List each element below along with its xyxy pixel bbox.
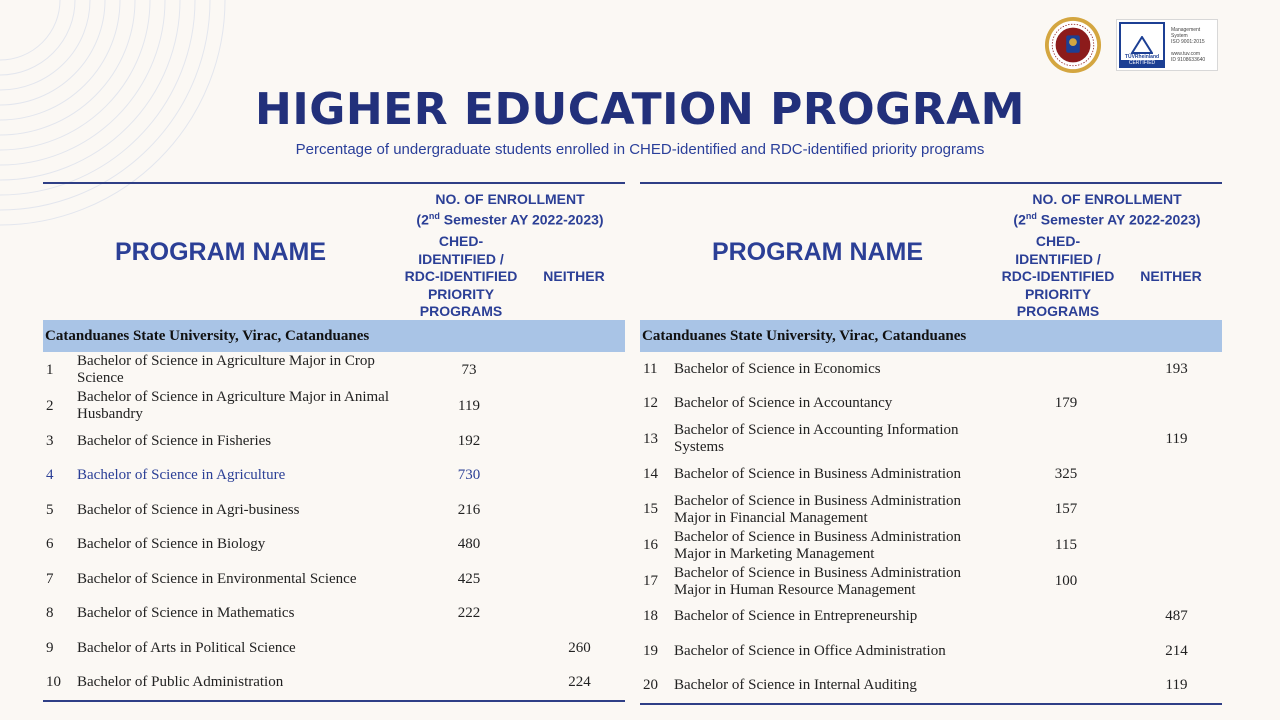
- table-row: [43, 666, 625, 701]
- enrollment-table-left: [43, 182, 625, 702]
- ched-priority-header: CHED- IDENTIFIED / RDC-IDENTIFIED PRIORITY PROGRAMS: [1001, 233, 1115, 319]
- row-number: 14: [643, 465, 658, 482]
- row-number: 6: [46, 536, 54, 553]
- enrollment-table-right: [640, 182, 1222, 705]
- triangle-icon: [1131, 36, 1153, 54]
- campus-band: Catanduanes State University, Virac, Catanduanes: [43, 320, 625, 352]
- logo-group: [1044, 16, 1218, 74]
- program-name: Bachelor of Science in Economics: [674, 360, 881, 377]
- program-name: Bachelor of Science in Accounting Information Systems: [674, 422, 959, 455]
- table-header: [640, 184, 1222, 320]
- table-row: [43, 562, 625, 597]
- ched-value: 119: [458, 397, 480, 414]
- row-number: 19: [643, 642, 658, 659]
- cert-brand: TÜVRheinland: [1124, 54, 1160, 60]
- program-name: Bachelor of Arts in Political Science: [77, 639, 296, 656]
- row-number: 15: [643, 501, 658, 517]
- table-row: [640, 634, 1222, 669]
- ched-value: 480: [457, 536, 481, 553]
- table-body: [640, 352, 1222, 703]
- neither-value: 119: [1165, 677, 1188, 694]
- ched-priority-header: CHED- IDENTIFIED / RDC-IDENTIFIED PRIORITY PROGRAMS: [404, 233, 518, 319]
- program-name-header: PROGRAM NAME: [114, 238, 327, 266]
- enrollment-header: [992, 191, 1222, 229]
- neither-value: 119: [1165, 430, 1188, 447]
- neither-value: 260: [568, 639, 591, 656]
- table-row: [43, 493, 625, 528]
- enrollment-header-line1: NO. OF ENROLLMENT: [435, 191, 585, 207]
- table-row: [43, 424, 625, 459]
- table-row: [43, 388, 625, 424]
- program-name: Bachelor of Science in Environmental Science: [77, 570, 357, 587]
- program-name: Bachelor of Science in Business Administration Major in Financial Management: [674, 492, 962, 526]
- table-row: [640, 421, 1222, 457]
- table-row: [43, 459, 625, 494]
- table-row: [640, 387, 1222, 422]
- cert-line: ISO 9001:2015: [1171, 39, 1205, 45]
- row-number: 1: [46, 361, 54, 378]
- program-name: Bachelor of Science in Agriculture: [77, 467, 286, 484]
- table-header: [43, 184, 625, 320]
- row-number: 10: [46, 674, 61, 691]
- row-number: 12: [643, 395, 658, 412]
- program-name: Bachelor of Science in Business Administration: [674, 465, 962, 482]
- enrollment-header-line2: (2nd Semester AY 2022-2023): [1013, 211, 1201, 228]
- ched-value: 325: [1054, 465, 1078, 482]
- row-number: 9: [46, 639, 54, 656]
- row-number: 8: [46, 605, 54, 622]
- row-number: 3: [46, 432, 54, 449]
- ched-value: 73: [461, 361, 477, 378]
- neither-value: 214: [1165, 642, 1188, 659]
- enrollment-header-line1: NO. OF ENROLLMENT: [1032, 191, 1182, 207]
- row-number: 4: [46, 467, 54, 484]
- neither-value: 224: [568, 674, 591, 691]
- table-row: [640, 564, 1222, 600]
- enrollment-header-line2: (2nd Semester AY 2022-2023): [416, 211, 604, 228]
- ched-value: 730: [457, 467, 481, 484]
- ched-value: 179: [1054, 395, 1078, 412]
- neither-value: 487: [1165, 608, 1188, 625]
- program-name: Bachelor of Science in Office Administration: [674, 642, 946, 659]
- program-name: Bachelor of Science in Business Administration Major in Human Resource Management: [674, 564, 962, 598]
- table-row: [640, 492, 1222, 528]
- row-number: 13: [643, 430, 658, 447]
- table-body: [43, 352, 625, 700]
- program-name: Bachelor of Science in Entrepreneurship: [674, 608, 918, 625]
- program-name: Bachelor of Science in Business Administration Major in Marketing Management: [674, 528, 962, 562]
- ched-value: 157: [1054, 501, 1078, 517]
- cert-text: [1171, 27, 1205, 63]
- ched-value: 115: [1055, 537, 1077, 553]
- cert-tag: CERTIFIED: [1121, 60, 1163, 66]
- table-bottom-rule: [640, 703, 1222, 705]
- ched-value: 425: [457, 570, 481, 587]
- program-name-header: PROGRAM NAME: [711, 238, 924, 266]
- page-title: HIGHER EDUCATION PROGRAM: [255, 84, 1025, 135]
- program-name: Bachelor of Science in Agriculture Major in Animal Husbandry: [77, 389, 389, 422]
- neither-value: 193: [1165, 360, 1188, 377]
- table-row: [43, 528, 625, 563]
- certification-badge: [1116, 19, 1218, 71]
- row-number: 18: [643, 608, 658, 625]
- row-number: 20: [643, 677, 658, 694]
- cert-line: Management: [1171, 27, 1201, 33]
- cert-line: System: [1171, 33, 1188, 39]
- table-row: [43, 631, 625, 666]
- table-row: [43, 597, 625, 632]
- enrollment-header: [395, 191, 625, 229]
- ched-value: 192: [457, 432, 481, 449]
- row-number: 11: [643, 360, 658, 377]
- program-name: Bachelor of Science in Fisheries: [77, 432, 272, 449]
- page-subtitle: Percentage of undergraduate students enrolled in CHED-identified and RDC-identified priority programs: [295, 141, 985, 158]
- table-bottom-rule: [43, 700, 625, 702]
- table-row: [640, 669, 1222, 704]
- program-name: Bachelor of Science in Agri-business: [77, 501, 300, 518]
- campus-band: Catanduanes State University, Virac, Catanduanes: [640, 320, 1222, 352]
- ched-value: 216: [457, 501, 481, 518]
- neither-header: NEITHER: [1140, 268, 1202, 284]
- ched-value: 222: [457, 605, 481, 622]
- program-name: Bachelor of Science in Agriculture Major in Crop Science: [77, 353, 375, 386]
- program-name: Bachelor of Public Administration: [77, 674, 284, 691]
- cert-url: www.tuv.com: [1171, 51, 1201, 57]
- program-name: Bachelor of Science in Internal Auditing: [674, 677, 917, 694]
- program-name: Bachelor of Science in Mathematics: [77, 605, 295, 622]
- tuv-rheinland-certified-icon: [1119, 22, 1165, 68]
- ched-value: 100: [1054, 573, 1078, 589]
- table-row: [640, 600, 1222, 635]
- row-number: 16: [643, 537, 658, 553]
- table-row: [640, 352, 1222, 387]
- neither-header: NEITHER: [543, 268, 605, 284]
- row-number: 7: [46, 570, 54, 587]
- row-number: 5: [46, 501, 54, 518]
- table-row: [640, 528, 1222, 564]
- row-number: 17: [643, 573, 658, 589]
- university-seal-icon: [1044, 16, 1102, 74]
- program-name: Bachelor of Science in Biology: [77, 536, 266, 553]
- program-name: Bachelor of Science in Accountancy: [674, 395, 893, 412]
- row-number: 2: [46, 397, 54, 414]
- table-row: [640, 457, 1222, 492]
- table-row: [43, 352, 625, 388]
- cert-id: ID 9108633640: [1171, 57, 1206, 63]
